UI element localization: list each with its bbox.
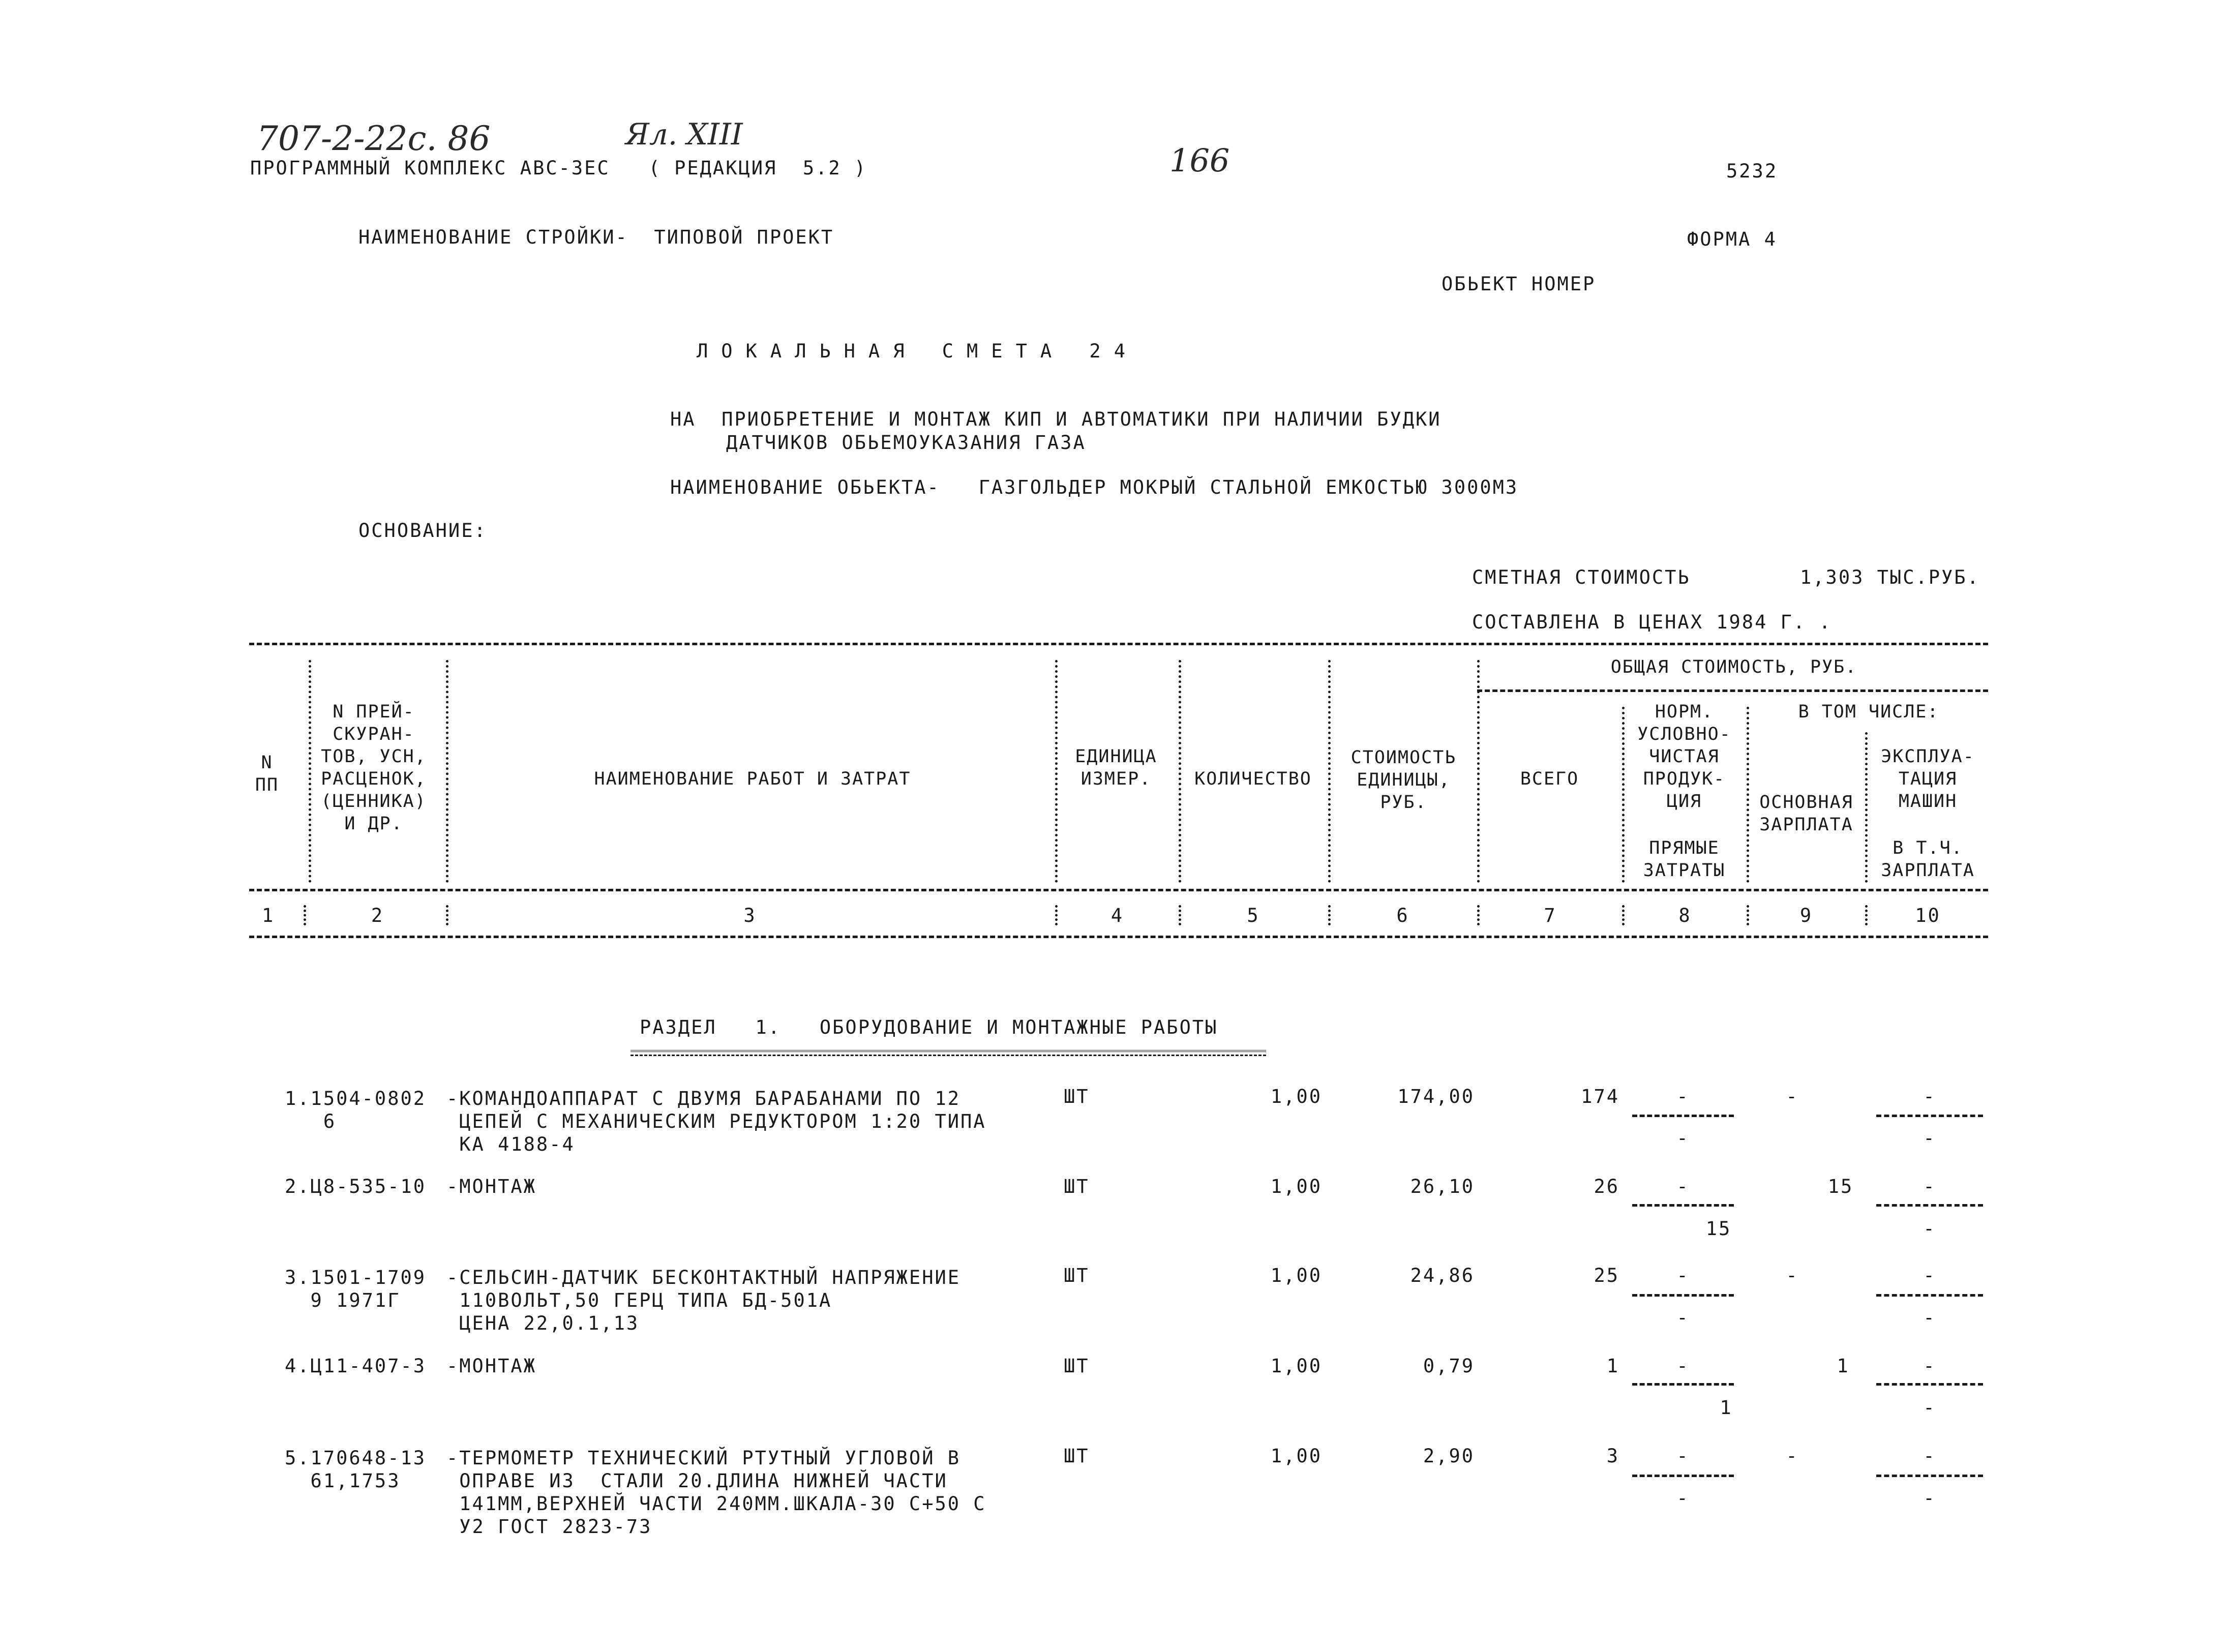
row-1-name: -КОМАНДОАППАРАТ С ДВУМЯ БАРАБАНАМИ ПО 12 ЦЕПЕЙ С МЕХАНИЧЕСКИМ РЕДУКТОРОМ 1:20 ТИПА КА 4188-4	[446, 1088, 986, 1155]
row-2-qty: 1,00	[1270, 1176, 1322, 1197]
col-sep-5	[1328, 660, 1331, 883]
row-3-total: 25	[1594, 1265, 1619, 1286]
section-title: РАЗДЕЛ 1. ОБОРУДОВАНИЕ И МОНТАЖНЫЕ РАБОТЫ	[640, 1016, 1218, 1038]
row-1-c8-top: -	[1676, 1086, 1690, 1107]
header-incl: В ТОМ ЧИСЛЕ:	[1798, 702, 1939, 722]
handwritten-page-number: 166	[1169, 142, 1230, 179]
row-4-unit: ШТ	[1064, 1355, 1090, 1377]
col-number-7: 7	[1544, 905, 1557, 926]
basis-label: ОСНОВАНИЕ:	[358, 520, 487, 542]
num-sep-5	[1328, 905, 1331, 925]
row-4-c10-top: -	[1923, 1355, 1936, 1377]
num-sep-4	[1179, 905, 1181, 925]
subject-line-1: НА ПРИОБРЕТЕНИЕ И МОНТАЖ КИП И АВТОМАТИКИ ПРИ НАЛИЧИИ БУДКИ	[670, 408, 1442, 430]
table-top-rule	[249, 643, 1988, 645]
col-number-2: 2	[371, 905, 384, 926]
row-4-c8-divider	[1632, 1383, 1734, 1386]
row-3-c9: -	[1786, 1265, 1799, 1286]
row-2-total: 26	[1594, 1176, 1619, 1197]
row-5-price: 2,90	[1423, 1445, 1475, 1467]
row-2-c10-top: -	[1923, 1176, 1936, 1197]
row-1-c8-divider	[1632, 1115, 1734, 1117]
row-2-c8-bottom: 15	[1705, 1218, 1732, 1240]
subject-line-2: ДАТЧИКОВ ОБЬЕМОУКАЗАНИЯ ГАЗА	[726, 432, 1086, 454]
header-col-5: КОЛИЧЕСТВО	[1194, 769, 1312, 789]
header-col-2: N ПРЕЙ- СКУРАН- ТОВ, УСН, РАСЦЕНОК, (ЦЕННИКА) И ДР.	[321, 702, 427, 834]
col-number-6: 6	[1396, 905, 1409, 926]
header-bottom-rule	[249, 889, 1988, 891]
col-number-3: 3	[743, 905, 757, 926]
header-col-10-top: ЭКСПЛУА- ТАЦИЯ МАШИН	[1881, 746, 1975, 812]
row-4-c9: 1	[1837, 1355, 1850, 1377]
object-name: НАИМЕНОВАНИЕ ОБЬЕКТА- ГАЗГОЛЬДЕР МОКРЫЙ СТАЛЬНОЙ ЕМКОСТЬЮ 3000М3	[670, 476, 1519, 498]
handwritten-code: 707-2-22с. 86	[257, 119, 491, 158]
row-5-c9: -	[1786, 1445, 1799, 1467]
construction-label: НАИМЕНОВАНИЕ СТРОЙКИ- ТИПОВОЙ ПРОЕКТ	[358, 226, 834, 248]
row-5-qty: 1,00	[1270, 1445, 1322, 1467]
row-5-c8-bottom: -	[1676, 1487, 1690, 1509]
row-3-c10-top: -	[1923, 1265, 1936, 1286]
handwritten-sheet: Ял. XIII	[625, 117, 743, 152]
num-sep-6	[1477, 905, 1480, 925]
row-2-name: -МОНТАЖ	[446, 1176, 536, 1197]
num-sep-8	[1747, 905, 1749, 925]
header-col-8-bottom: ПРЯМЫЕ ЗАТРАТЫ	[1643, 838, 1726, 881]
row-3-c8-divider	[1632, 1294, 1734, 1297]
row-3-code: 3.1501-1709 9 1971Г	[285, 1267, 427, 1311]
row-4-c8-bottom: 1	[1720, 1397, 1733, 1419]
row-2-price: 26,10	[1410, 1176, 1475, 1197]
row-3-name: -СЕЛЬСИН-ДАТЧИК БЕСКОНТАКТНЫЙ НАПРЯЖЕНИЕ 110ВОЛЬТ,50 ГЕРЦ ТИПА БД-501А ЦЕНА 22,0.1,13	[446, 1267, 961, 1334]
price-basis: СОСТАВЛЕНА В ЦЕНАХ 1984 Г. .	[1472, 611, 1832, 633]
row-5-total: 3	[1606, 1445, 1619, 1467]
row-5-name: -ТЕРМОМЕТР ТЕХНИЧЕСКИЙ РТУТНЫЙ УГЛОВОЙ В ОПРАВЕ ИЗ СТАЛИ 20.ДЛИНА НИЖНЕЙ ЧАСТИ 141ММ,ВЕРХНЕЙ ЧАСТИ 240ММ.ШКАЛА-30 С+50 С У2 ГОСТ 2823-73	[446, 1447, 986, 1538]
header-col-7: ВСЕГО	[1520, 769, 1579, 789]
row-1-c10-divider	[1876, 1115, 1983, 1117]
col-number-1: 1	[262, 905, 275, 926]
row-3-c10-divider	[1876, 1294, 1983, 1297]
row-3-c8-top: -	[1676, 1265, 1690, 1286]
row-1-unit: ШТ	[1064, 1086, 1090, 1107]
row-2-code: 2.Ц8-535-10	[285, 1176, 427, 1197]
row-4-qty: 1,00	[1270, 1355, 1322, 1377]
row-1-total: 174	[1581, 1086, 1619, 1107]
section-underline	[630, 1050, 1266, 1052]
row-4-price: 0,79	[1423, 1355, 1475, 1377]
row-3-price: 24,86	[1410, 1265, 1475, 1286]
header-col-9: ОСНОВНАЯ ЗАРПЛАТА	[1759, 792, 1853, 835]
header-col-10-bottom: В Т.Ч. ЗАРПЛАТА	[1881, 838, 1975, 881]
row-5-c10-top: -	[1923, 1445, 1936, 1467]
header-total-group: ОБЩАЯ СТОИМОСТЬ, РУБ.	[1610, 657, 1857, 677]
program-name: ПРОГРАММНЫЙ КОМПЛЕКС АВС-3ЕС ( РЕДАКЦИЯ 5.2 )	[250, 157, 867, 179]
header-col-8-top: НОРМ. УСЛОВНО- ЧИСТАЯ ПРОДУК- ЦИЯ	[1637, 702, 1731, 812]
header-col-1: N ПП	[255, 753, 279, 795]
row-3-c10-bottom: -	[1923, 1307, 1936, 1329]
row-2-c10-divider	[1876, 1204, 1983, 1207]
num-sep-9	[1865, 905, 1868, 925]
row-1-qty: 1,00	[1270, 1086, 1322, 1107]
col-number-9: 9	[1799, 905, 1813, 926]
row-1-c8-bottom: -	[1676, 1127, 1690, 1149]
header-col-3: НАИМЕНОВАНИЕ РАБОТ И ЗАТРАТ	[594, 769, 911, 789]
row-5-code: 5.170648-13 61,1753	[285, 1447, 427, 1492]
num-sep-3	[1055, 905, 1058, 925]
col-number-4: 4	[1110, 905, 1124, 926]
header-col-6: СТОИМОСТЬ ЕДИНИЦЫ, РУБ.	[1350, 747, 1457, 813]
row-2-c10-bottom: -	[1923, 1218, 1936, 1240]
row-5-unit: ШТ	[1064, 1445, 1090, 1467]
row-1-c10-top: -	[1923, 1086, 1936, 1107]
row-5-c10-bottom: -	[1923, 1487, 1936, 1509]
form-label: ФОРМА 4	[1687, 228, 1777, 250]
row-4-c8-top: -	[1676, 1355, 1690, 1377]
row-4-c10-divider	[1876, 1383, 1983, 1386]
row-3-c8-bottom: -	[1676, 1307, 1690, 1329]
row-4-total: 1	[1606, 1355, 1619, 1377]
row-5-c8-top: -	[1676, 1445, 1690, 1467]
row-4-c10-bottom: -	[1923, 1397, 1936, 1419]
num-sep-7	[1622, 905, 1625, 925]
row-1-c9: -	[1786, 1086, 1799, 1107]
row-5-c8-divider	[1632, 1475, 1734, 1477]
object-number-label: ОБЬЕКТ НОМЕР	[1442, 273, 1596, 295]
row-1-c10-bottom: -	[1923, 1127, 1936, 1149]
total-group-rule	[1477, 689, 1988, 692]
estimated-cost-value: 1,303 ТЫС.РУБ.	[1800, 566, 1980, 588]
row-4-name: -МОНТАЖ	[446, 1355, 536, 1377]
numbers-bottom-rule	[249, 936, 1988, 938]
row-5-c10-divider	[1876, 1475, 1983, 1477]
row-1-code: 1.1504-0802 6	[285, 1088, 427, 1132]
row-4-code: 4.Ц11-407-3	[285, 1355, 427, 1377]
num-sep-1	[304, 905, 306, 925]
row-3-qty: 1,00	[1270, 1265, 1322, 1286]
row-2-c8-top: -	[1676, 1176, 1690, 1197]
num-sep-2	[446, 905, 448, 925]
header-col-4: ЕДИНИЦА ИЗМЕР.	[1075, 746, 1157, 789]
row-1-price: 174,00	[1397, 1086, 1475, 1107]
col-number-5: 5	[1247, 905, 1260, 926]
col-number-10: 10	[1915, 905, 1941, 926]
row-2-c8-divider	[1632, 1204, 1734, 1207]
col-number-8: 8	[1678, 905, 1692, 926]
row-2-c9: 15	[1827, 1176, 1854, 1197]
estimated-cost-label: СМЕТНАЯ СТОИМОСТЬ	[1472, 566, 1691, 588]
document-title: ЛОКАЛЬНАЯ СМЕТА 24	[697, 340, 1138, 362]
section-underline-2	[630, 1055, 1266, 1056]
col-sep-2	[446, 660, 448, 883]
document-number: 5232	[1726, 160, 1778, 182]
row-3-unit: ШТ	[1064, 1265, 1090, 1286]
row-2-unit: ШТ	[1064, 1176, 1090, 1197]
